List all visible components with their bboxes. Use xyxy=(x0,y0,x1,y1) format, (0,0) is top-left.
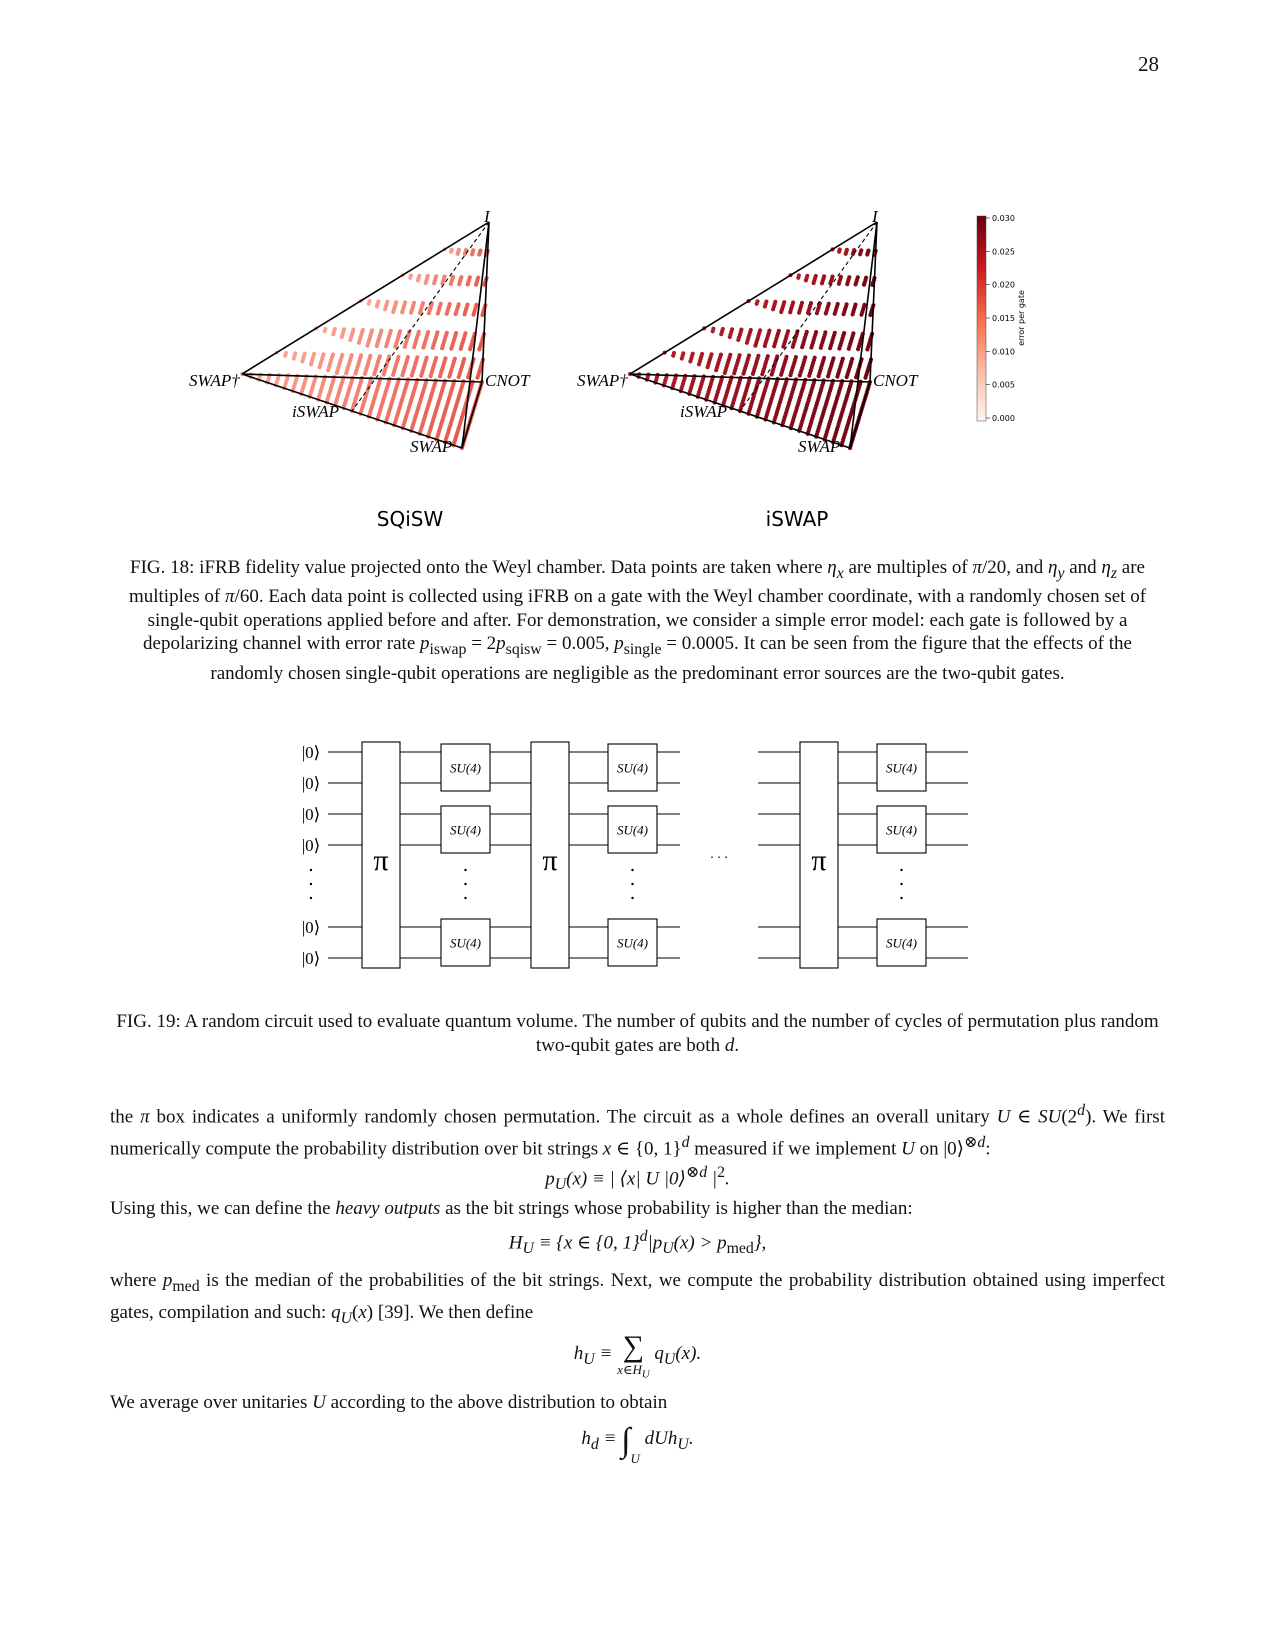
colorbar-tick-label: 0.010 xyxy=(992,347,1015,357)
permutation-label: π xyxy=(542,844,558,877)
su4-gate-label: SU(4) xyxy=(885,935,918,951)
label-cnot-left: CNOT xyxy=(485,371,530,390)
colorbar-tick-label: 0.025 xyxy=(992,247,1015,257)
ket-zero-label: |0⟩ xyxy=(301,836,321,855)
colorbar-tick-label: 0.030 xyxy=(992,214,1015,223)
vertical-ellipsis-dot xyxy=(464,897,466,899)
vertical-ellipsis-dot xyxy=(464,883,466,885)
label-swap-dagger-left: SWAP† xyxy=(189,371,240,390)
vertical-ellipsis-dot xyxy=(631,897,633,899)
horizontal-ellipsis: . . . xyxy=(710,847,728,862)
su4-gate-label: SU(4) xyxy=(885,760,918,776)
colorbar-tick-label: 0.005 xyxy=(992,380,1015,390)
panel-title-iswap: iSWAP xyxy=(765,507,829,531)
su4-gate-label: SU(4) xyxy=(449,760,482,776)
equation-2: $H_U \equiv \{x$ ∈ {0, $1\}^d|p_U(x) > p_{med}$}, xyxy=(508,1228,767,1258)
equation-3: $h_U$ ≡ ∑ $x\in H_U$ $q_U(x)$. xyxy=(573,1330,702,1381)
ket-zero-label: |0⟩ xyxy=(301,918,321,937)
vertical-ellipsis-dot xyxy=(310,897,312,899)
permutation-label: π xyxy=(811,844,827,877)
ket-zero-label: |0⟩ xyxy=(301,774,321,793)
body-paragraph-3: where $p_{med}$ is the median of the probabilities of the bit strings. Next, we compute the probability distribution obtained using imperfect gates, compilation and such: $q_U(x)$ [39]. We then define xyxy=(110,1270,1166,1327)
vertical-ellipsis-dot xyxy=(631,869,633,871)
colorbar-label: error per gate xyxy=(1017,290,1026,346)
equation-1: $p_U(x)$ ≡ | ⟨x| U |0⟩$^{\otimes d}$ $|^2$. xyxy=(545,1164,730,1194)
vertical-ellipsis-dot xyxy=(464,869,466,871)
panel-title-sqisw: SQiSW xyxy=(376,507,444,531)
su4-gate-label: SU(4) xyxy=(449,822,482,838)
su4-gate-label: SU(4) xyxy=(616,935,649,951)
label-swap-right: SWAP xyxy=(798,437,841,456)
colorbar-tick-label: 0.015 xyxy=(992,314,1015,323)
vertical-ellipsis-dot xyxy=(310,869,312,871)
permutation-label: π xyxy=(373,844,389,877)
colorbar-tick-label: 0.020 xyxy=(992,280,1015,290)
fig18-caption: FIG. 18: iFRB fidelity value projected onto the Weyl chamber. Data points are taken where $\eta_x$ are multiples of π/20, and $\eta_y$ and $\eta_z$ are multiples of π/60. Each data point is collected using iFRB on a gate with the Weyl chamber coordinate, with a randomly chosen set of single-qubit operations applied before and after. For demonstration, we consider a simple error model: each gate is followed by a depolarizing channel with error rate $p_{iswap} = 2p_{sqisw} = 0.005$, $p_{single} = 0.0005$. It can be seen from the figure that the effects of the randomly chosen single-qubit operations are negligible as the predominant error sources are the two-qubit gates. xyxy=(128,557,1147,684)
equation-4: $h_d \equiv \int U$ dUh$_U$. xyxy=(581,1422,694,1467)
ket-zero-label: |0⟩ xyxy=(301,949,321,968)
vertical-ellipsis-dot xyxy=(900,869,902,871)
ket-zero-label: |0⟩ xyxy=(301,805,321,824)
fig19-caption: FIG. 19: A random circuit used to evaluate quantum volume. The number of qubits and the number of cycles of permutation plus random two-qubit gates are both d. xyxy=(116,1011,1159,1056)
label-swap-dagger-right: SWAP† xyxy=(577,371,628,390)
vertical-ellipsis-dot xyxy=(310,883,312,885)
colorbar-tick-label: 0.000 xyxy=(992,414,1015,423)
su4-gate-label: SU(4) xyxy=(885,822,918,838)
su4-gate-label: SU(4) xyxy=(616,760,649,776)
vertical-ellipsis-dot xyxy=(900,883,902,885)
label-I-left: I xyxy=(484,207,490,226)
circuit-diagram xyxy=(302,742,968,968)
label-I-right: I xyxy=(872,207,878,226)
label-iswap-left: iSWAP xyxy=(292,402,339,421)
body-paragraph-4: We average over unitaries U according to the above distribution to obtain xyxy=(110,1392,668,1413)
body-paragraph-1: the π box indicates a uniformly randomly chosen permutation. The circuit as a whole defines an overall unitary U ∈ SU(2$^d$). We first numerically compute the probability distribution over bit strings x ∈ {0, 1}$^d$ measured if we implement U on |0⟩$^{\otimes d}$: xyxy=(110,1102,1165,1160)
su4-gate-label: SU(4) xyxy=(449,935,482,951)
su4-gate-label: SU(4) xyxy=(616,822,649,838)
page-number: 28 xyxy=(1138,52,1159,76)
vertical-ellipsis-dot xyxy=(631,883,633,885)
ket-zero-label: |0⟩ xyxy=(301,743,321,762)
body-paragraph-2: Using this, we can define the heavy outputs as the bit strings whose probability is higher than the median: xyxy=(110,1198,913,1219)
label-cnot-right: CNOT xyxy=(873,371,918,390)
vertical-ellipsis-dot xyxy=(900,897,902,899)
label-iswap-right: iSWAP xyxy=(680,402,727,421)
label-swap-left: SWAP xyxy=(410,437,453,456)
